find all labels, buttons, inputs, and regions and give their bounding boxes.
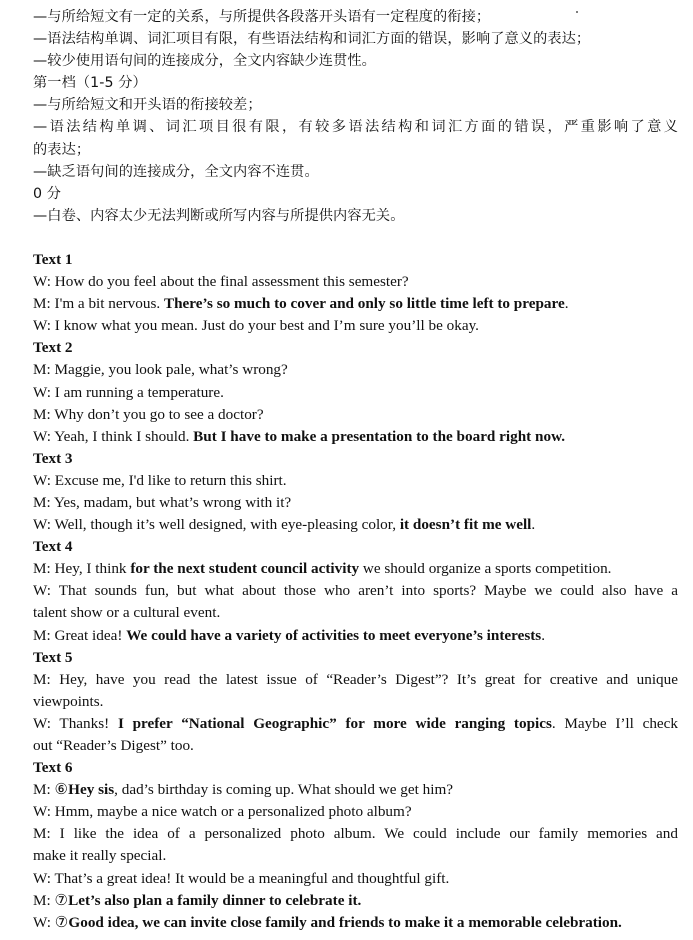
- rubric-line: —语法结构单调、词汇项目有限，有些语法结构和词汇方面的错误，影响了意义的表达；: [33, 31, 591, 48]
- text-block-6: [33, 757, 678, 934]
- dialogue-line: viewpoints.: [33, 692, 104, 710]
- dialogue-text: W: Thanks!: [33, 714, 118, 732]
- dialogue-line: W: Hmm, maybe a nice watch or a personalized photo album?: [33, 803, 412, 821]
- dialogue-text: we should organize a sports competition.: [359, 560, 612, 578]
- text-block-3: [33, 448, 678, 536]
- dialogue-text: W: Yeah, I think I should.: [33, 427, 194, 445]
- key-phrase: Let’s also plan a family dinner to celebrate it.: [68, 891, 362, 909]
- text-block-2: [33, 337, 678, 447]
- dialogue-text: M: Great idea!: [33, 626, 127, 644]
- rubric-line: —缺乏语句间的连接成分，全文内容不连贯。: [33, 163, 319, 180]
- rubric-tier-title: 0 分: [33, 185, 62, 202]
- dialogue-text: .: [541, 626, 546, 644]
- rubric-line: —较少使用语句间的连接成分，全文内容缺少连贯性。: [33, 53, 376, 70]
- key-phrase: Good idea, we can invite close family and friends to make it a memorable celebration.: [68, 913, 622, 931]
- dialogue-line: [33, 426, 678, 448]
- dialogue-text: .: [531, 516, 536, 534]
- dialogue-line: M: Yes, madam, but what’s wrong with it?: [33, 493, 292, 511]
- dialogue-text: , dad’s birthday is coming up. What should we get him?: [114, 781, 453, 799]
- dialogue-line: [33, 912, 678, 934]
- key-phrase: There’s so much to cover and only so little time left to prepare: [163, 295, 565, 313]
- dialogue-line: [33, 293, 678, 315]
- text-heading: Text 6: [33, 759, 73, 777]
- dialogue-line: M: Hey, have you read the latest issue of “Reader’s Digest”? It’s great for creative and unique: [33, 670, 678, 688]
- dialogue-text: M: ⑦: [33, 891, 69, 909]
- dialogue-line: M: Maggie, you look pale, what’s wrong?: [33, 361, 288, 379]
- dialogue-line: W: I know what you mean. Just do your best and I’m sure you’ll be okay.: [33, 317, 479, 335]
- dialogue-text: . Maybe I’ll check: [551, 714, 679, 732]
- section-gap: [33, 227, 678, 249]
- dialogue-line: M: Why don’t you go to see a doctor?: [33, 405, 264, 423]
- dialogue-line: [33, 713, 678, 735]
- text-heading: Text 5: [33, 648, 73, 666]
- rubric-tier-title: 第一档（1-5 分）: [33, 75, 147, 92]
- rubric-line: —语法结构单调、词汇项目很有限，有较多语法结构和词汇方面的错误，严重影响了意义: [33, 119, 678, 136]
- key-phrase: for the next student council activity: [130, 560, 360, 578]
- key-phrase: We could have a variety of activities to meet everyone’s interests: [126, 626, 542, 644]
- dialogue-text: M: ⑥: [33, 781, 69, 799]
- rubric-line: —与所给短文和开头语的衔接较差；: [33, 97, 262, 114]
- dialogue-line: W: How do you feel about the final assessment this semester?: [33, 273, 409, 291]
- dialogue-line: W: Excuse me, I'd like to return this shirt.: [33, 471, 287, 489]
- dialogue-line: [33, 514, 678, 536]
- dialogue-line: talent show or a cultural event.: [33, 604, 221, 622]
- dialogue-line: W: I am running a temperature.: [33, 383, 224, 401]
- text-block-5: [33, 647, 678, 757]
- rubric-line: 的表达；: [33, 141, 91, 158]
- dialogue-line: M: I like the idea of a personalized photo album. We could include our family memories and: [33, 825, 678, 843]
- key-phrase: Hey sis: [68, 781, 115, 799]
- text-block-1: [33, 249, 678, 337]
- dialogue-text: W: Well, though it’s well designed, with eye-pleasing color,: [33, 516, 400, 534]
- text-block-4: [33, 536, 678, 646]
- text-heading: Text 2: [33, 339, 73, 357]
- dialogue-line: [33, 558, 678, 580]
- dialogue-line: make it really special.: [33, 847, 167, 865]
- dialogue-text: .: [564, 295, 569, 313]
- text-heading: Text 1: [33, 250, 73, 268]
- dialogue-line: [33, 779, 678, 801]
- dialogue-text: M: I'm a bit nervous.: [33, 295, 164, 313]
- key-phrase: it doesn’t fit me well: [399, 516, 532, 534]
- dialogue-line: [33, 890, 678, 912]
- dialogue-line: [33, 625, 678, 647]
- text-heading: Text 4: [33, 538, 73, 556]
- rubric-line: —与所给短文有一定的关系，与所提供各段落开头语有一定程度的衔接；: [33, 9, 491, 25]
- dialogue-line: out “Reader’s Digest” too.: [33, 737, 194, 754]
- rubric-section: [33, 6, 678, 227]
- dialogue-text: W: ⑦: [33, 913, 69, 931]
- text-heading: Text 3: [33, 449, 73, 467]
- key-phrase: But I have to make a presentation to the board right now.: [193, 427, 565, 445]
- dialogue-line: W: That sounds fun, but what about those who aren’t into sports? Maybe we could also have a: [33, 582, 678, 600]
- dialogue-text: M: Hey, I think: [33, 560, 131, 578]
- document-page: [33, 6, 678, 934]
- rubric-line: —白卷、内容太少无法判断或所写内容与所提供内容无关。: [33, 207, 405, 224]
- key-phrase: I prefer “National Geographic” for more wide ranging topics: [117, 714, 552, 732]
- dialogue-line: W: That’s a great idea! It would be a meaningful and thoughtful gift.: [33, 869, 450, 887]
